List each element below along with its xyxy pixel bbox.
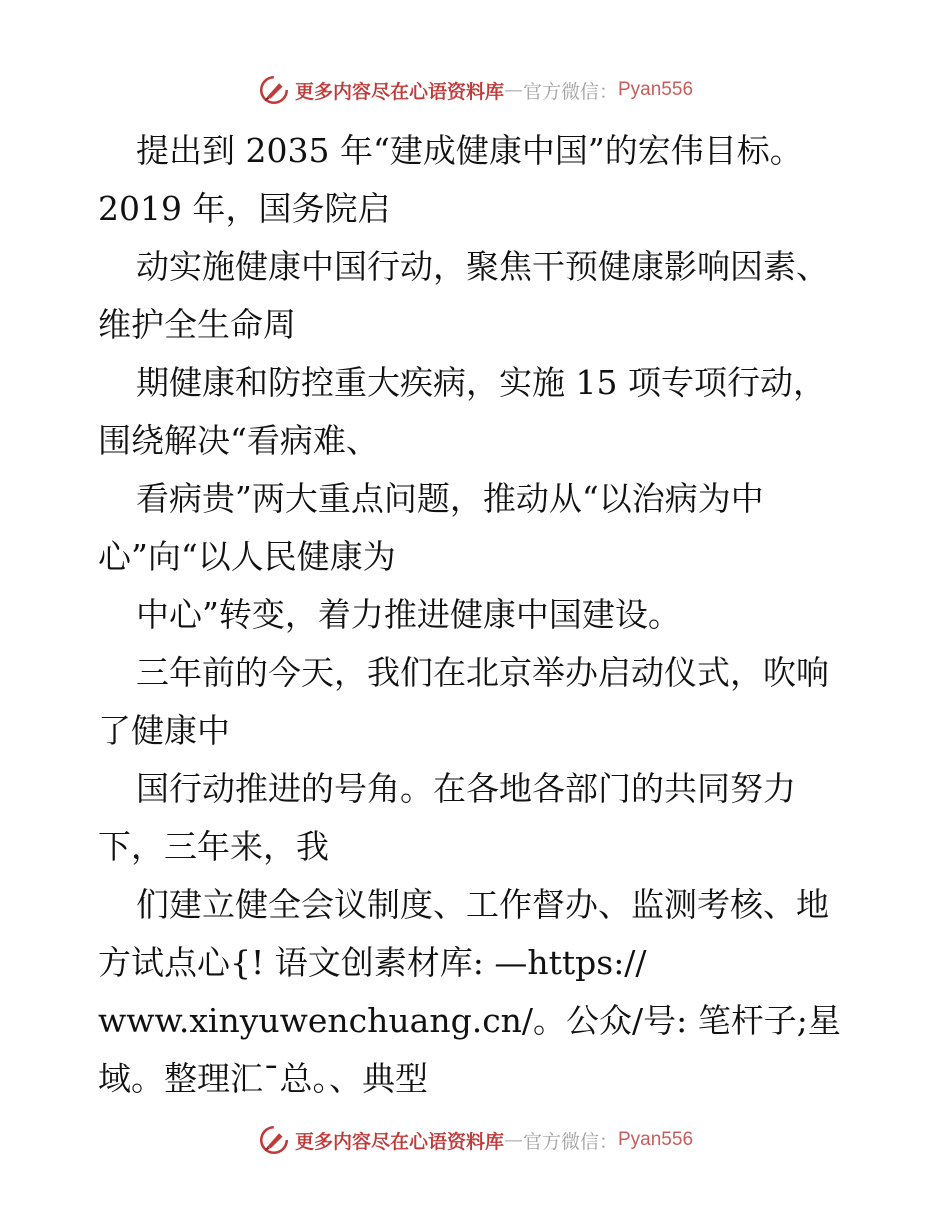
text-line: 期健康和防控重大疾病，实施 15 项专项行动， — [136, 363, 826, 402]
text-line: 中心”转变，着力推进健康中国建设。 — [136, 595, 681, 634]
pen-nib-logo-icon — [257, 73, 291, 107]
text-line: 看病贵”两大重点问题，推动从“以治病为中 — [136, 479, 764, 518]
text-line: 国行动推进的号角。在各地各部门的共同努力 — [136, 769, 796, 808]
text-line: www.xinyuwenchuang.cn/。公众/号: 笔杆子;星 — [98, 1001, 841, 1040]
text-line: 了健康中 — [98, 711, 230, 750]
text-line: 动实施健康中国行动，聚焦干预健康影响因素、 — [136, 247, 829, 286]
text-line: 维护全生命周 — [98, 305, 296, 344]
text-line: 心”向“以人民健康为 — [98, 537, 396, 576]
banner-dash: — — [503, 1129, 523, 1151]
text-line: 2019 年，国务院启 — [98, 189, 391, 228]
banner-wechat-id: Pyan556 — [618, 79, 694, 100]
banner-wechat-label: 官方微信： — [522, 80, 618, 103]
banner-wechat-id: Pyan556 — [618, 1129, 694, 1150]
banner-title: 更多内容尽在心语资料库 — [294, 1130, 504, 1153]
pen-nib-logo-icon — [257, 1123, 291, 1157]
banner-dash: — — [503, 79, 523, 101]
banner-wechat-label: 官方微信： — [522, 1130, 618, 1153]
document-body — [98, 122, 868, 1108]
text-line: 围绕解决“看病难、 — [98, 421, 379, 460]
text-line: 下，三年来，我 — [98, 827, 329, 866]
text-line: 方试点心{! 语文创素材库: —https:// — [98, 943, 647, 982]
text-line: 域。整理汇¯总。、典型 — [98, 1059, 428, 1098]
text-line: 们建立健全会议制度、工作督办、监测考核、地 — [136, 885, 829, 924]
header-banner — [0, 70, 950, 110]
text-line: 提出到 2035 年“建成健康中国”的宏伟目标。 — [136, 131, 803, 170]
banner-title: 更多内容尽在心语资料库 — [294, 80, 504, 103]
text-line: 三年前的今天，我们在北京举办启动仪式，吹响 — [136, 653, 829, 692]
footer-banner — [0, 1120, 950, 1160]
